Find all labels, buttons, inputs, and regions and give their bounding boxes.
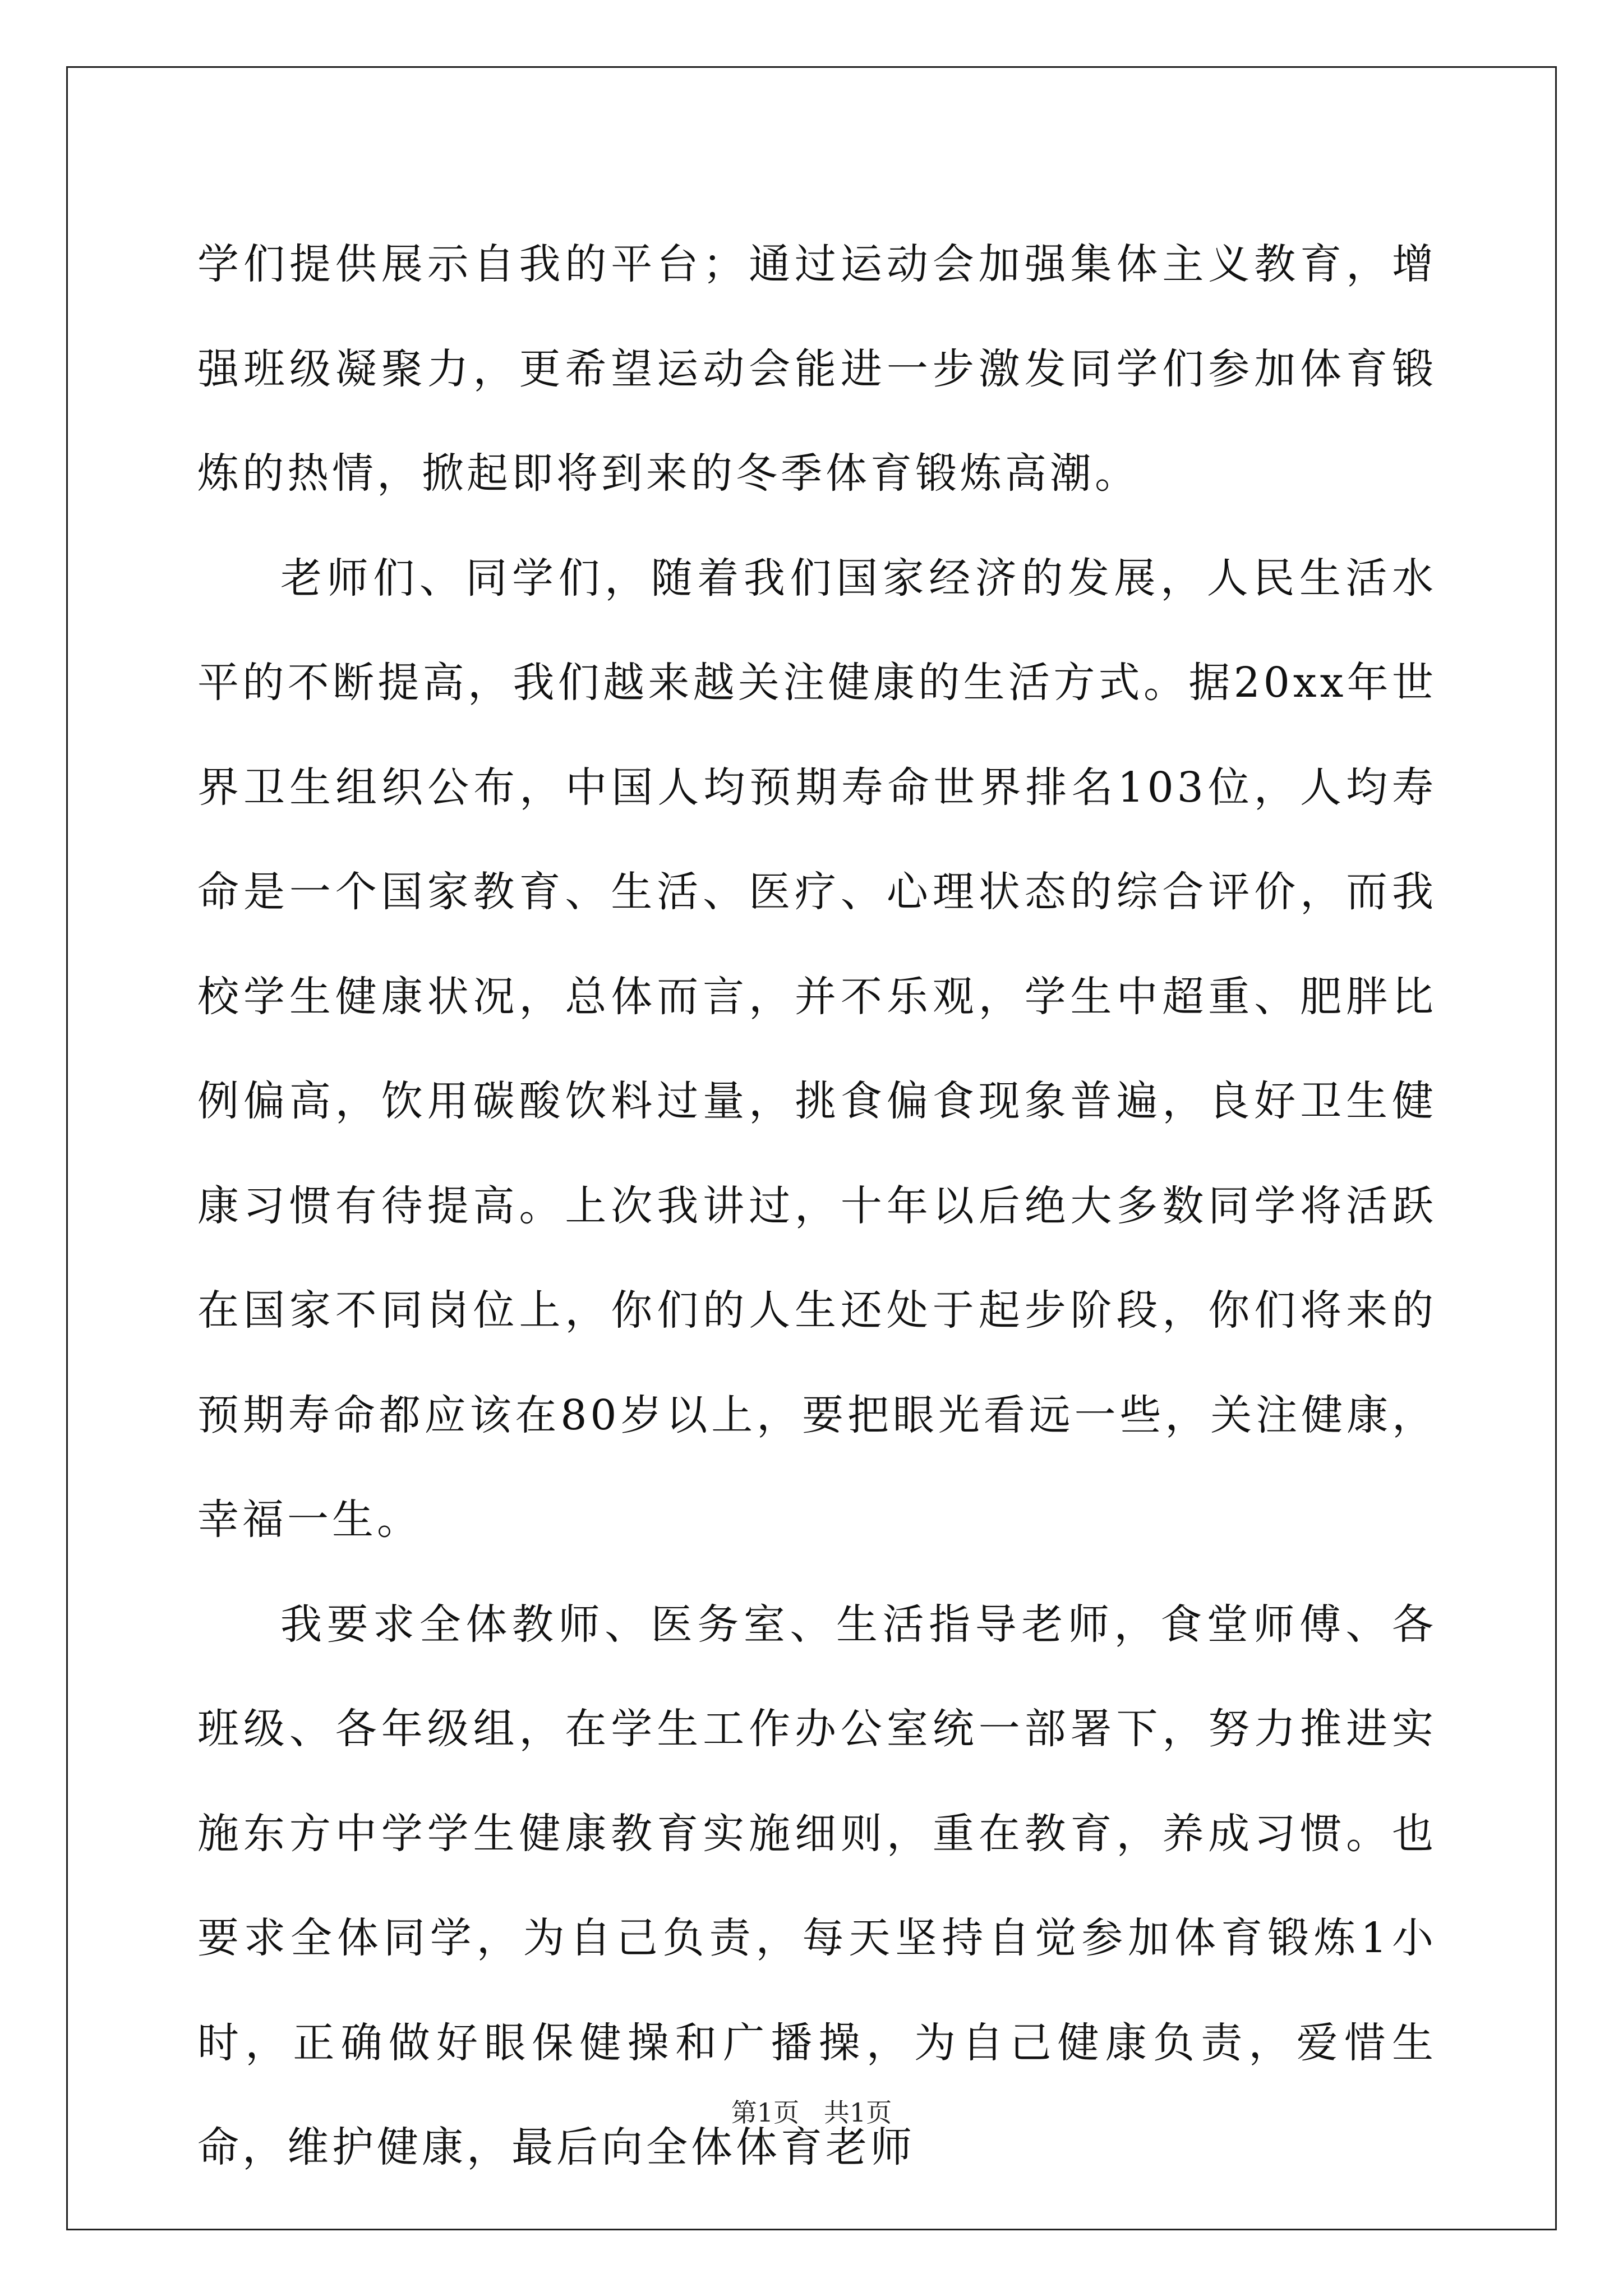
paragraph-1: 学们提供展示自我的平台；通过运动会加强集体主义教育，增强班级凝聚力，更希望运动会能进一步激发同学们参加体育锻炼的热情，掀起即将到来的冬季体育锻炼高潮。 <box>197 240 1437 498</box>
page-footer: 第1页 共1页 <box>731 2097 892 2128</box>
paragraph-3: 我要求全体教师、医务室、生活指导老师，食堂师傅、各班级、各年级组，在学生工作办公室统一部署下，努力推进实施东方中学学生健康教育实施细则，重在教育，养成习惯。也要求全体同学，为自己负责，每天坚持自觉参加体育锻炼1小时，正确做好眼保健操和广播操，为自己健康负责，爱惜生命，维护健康，最后向全体体育老师 <box>197 1600 1437 2171</box>
paragraph-2: 老师们、同学们，随着我们国家经济的发展，人民生活水平的不断提高，我们越来越关注健康的生活方式。据20xx年世界卫生组织公布，中国人均预期寿命世界排名103位，人均寿命是一个国家教育、生活、医疗、心理状态的综合评价，而我校学生健康状况，总体而言，并不乐观，学生中超重、肥胖比例偏高，饮用碳酸饮料过量，挑食偏食现象普遍，良好卫生健康习惯有待提高。上次我讲过，十年以后绝大多数同学将活跃在国家不同岗位上，你们的人生还处于起步阶段，你们将来的预期寿命都应该在80岁以上，要把眼光看远一些，关注健康，幸福一生。 <box>197 554 1437 1544</box>
document-body <box>197 212 1437 2200</box>
